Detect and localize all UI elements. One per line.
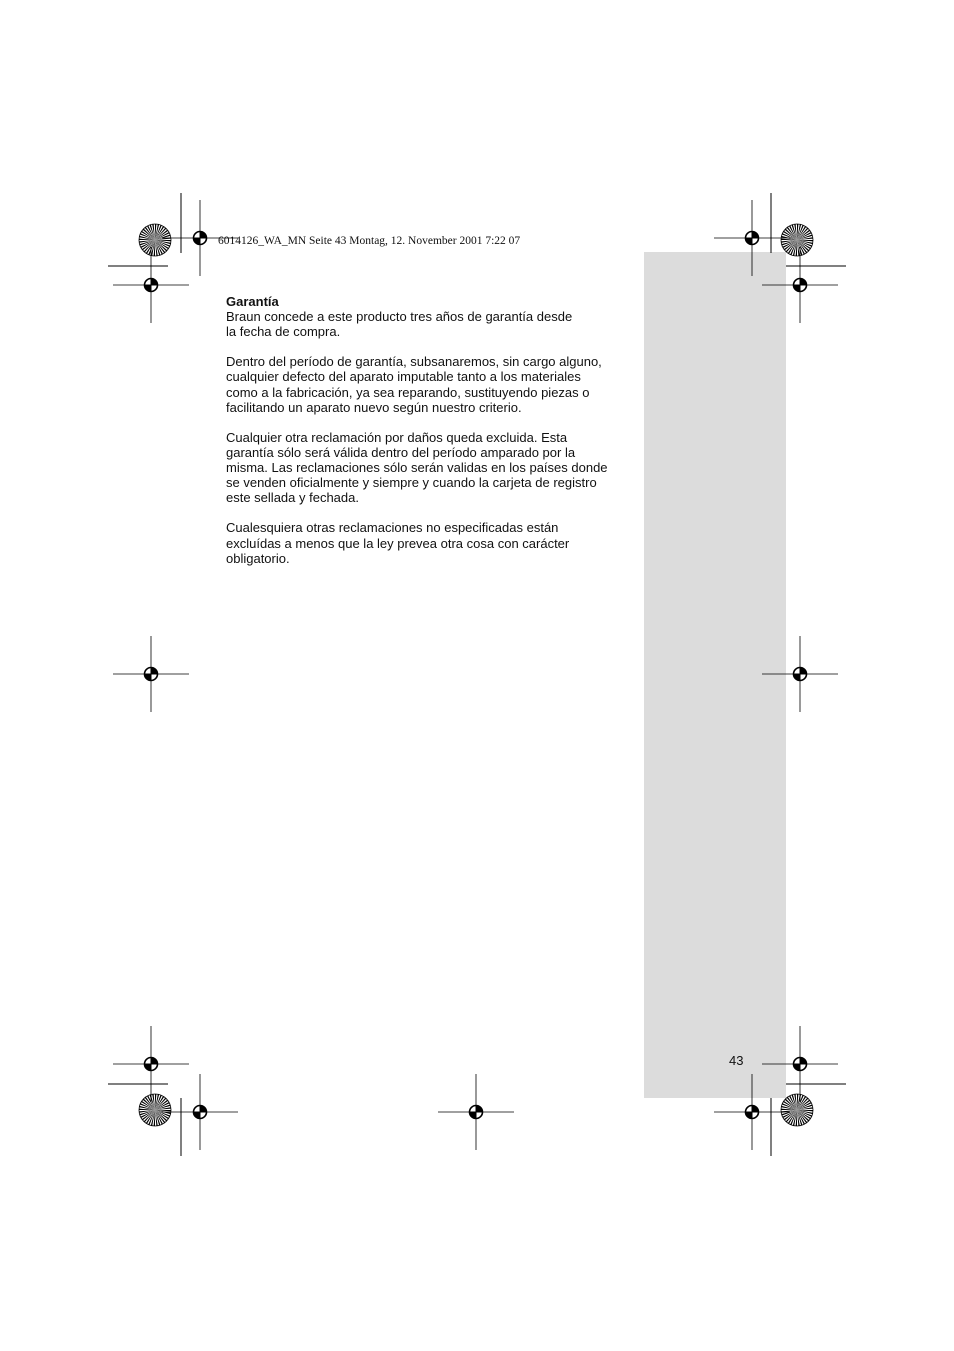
paragraph-3: Cualquier otra reclamación por daños queda excluida. Esta garantía sólo será válida dentro del período amparado por la misma. Las reclamaciones sólo serán validas en los países donde se venden oficialmente y siempre y cuando la carjeta de registro este sellada y fechada. [226, 429, 608, 506]
print-slug-line: 6014126_WA_MN Seite 43 Montag, 12. November 2001 7:22 07 [218, 235, 521, 247]
registration-target-icon [162, 200, 238, 276]
registration-target-icon [162, 1074, 238, 1150]
registration-target-icon [762, 636, 838, 712]
paragraph-1: Braun concede a este producto tres años de garantía desde la fecha de compra. [226, 309, 573, 340]
starburst-mark-icon [781, 224, 813, 256]
starburst-mark-icon [781, 1094, 813, 1126]
registration-target-icon [113, 247, 189, 323]
registration-target-icon [762, 247, 838, 323]
registration-target-icon [714, 200, 790, 276]
page-number: 43 [729, 1053, 744, 1068]
registration-target-icon [438, 1074, 514, 1150]
registration-target-icon [762, 1026, 838, 1102]
starburst-mark-icon [139, 224, 171, 256]
paragraph-4: Cualesquiera otras reclamaciones no especificadas están excluídas a menos que la ley prevea otra cosa con carácter obligatorio. [226, 520, 570, 566]
registration-target-icon [714, 1074, 790, 1150]
section-heading: Garantía [226, 294, 279, 309]
paragraph-2: Dentro del período de garantía, subsanaremos, sin cargo alguno, cualquier defecto del aparato imputable tanto a los materiales como a la fabricación, ya sea reparando, sustituyendo piezas o facilitando un aparato nuevo según nuestro criterio. [226, 354, 602, 415]
starburst-mark-icon [139, 1094, 171, 1126]
registration-target-icon [113, 1026, 189, 1102]
registration-target-icon [113, 636, 189, 712]
